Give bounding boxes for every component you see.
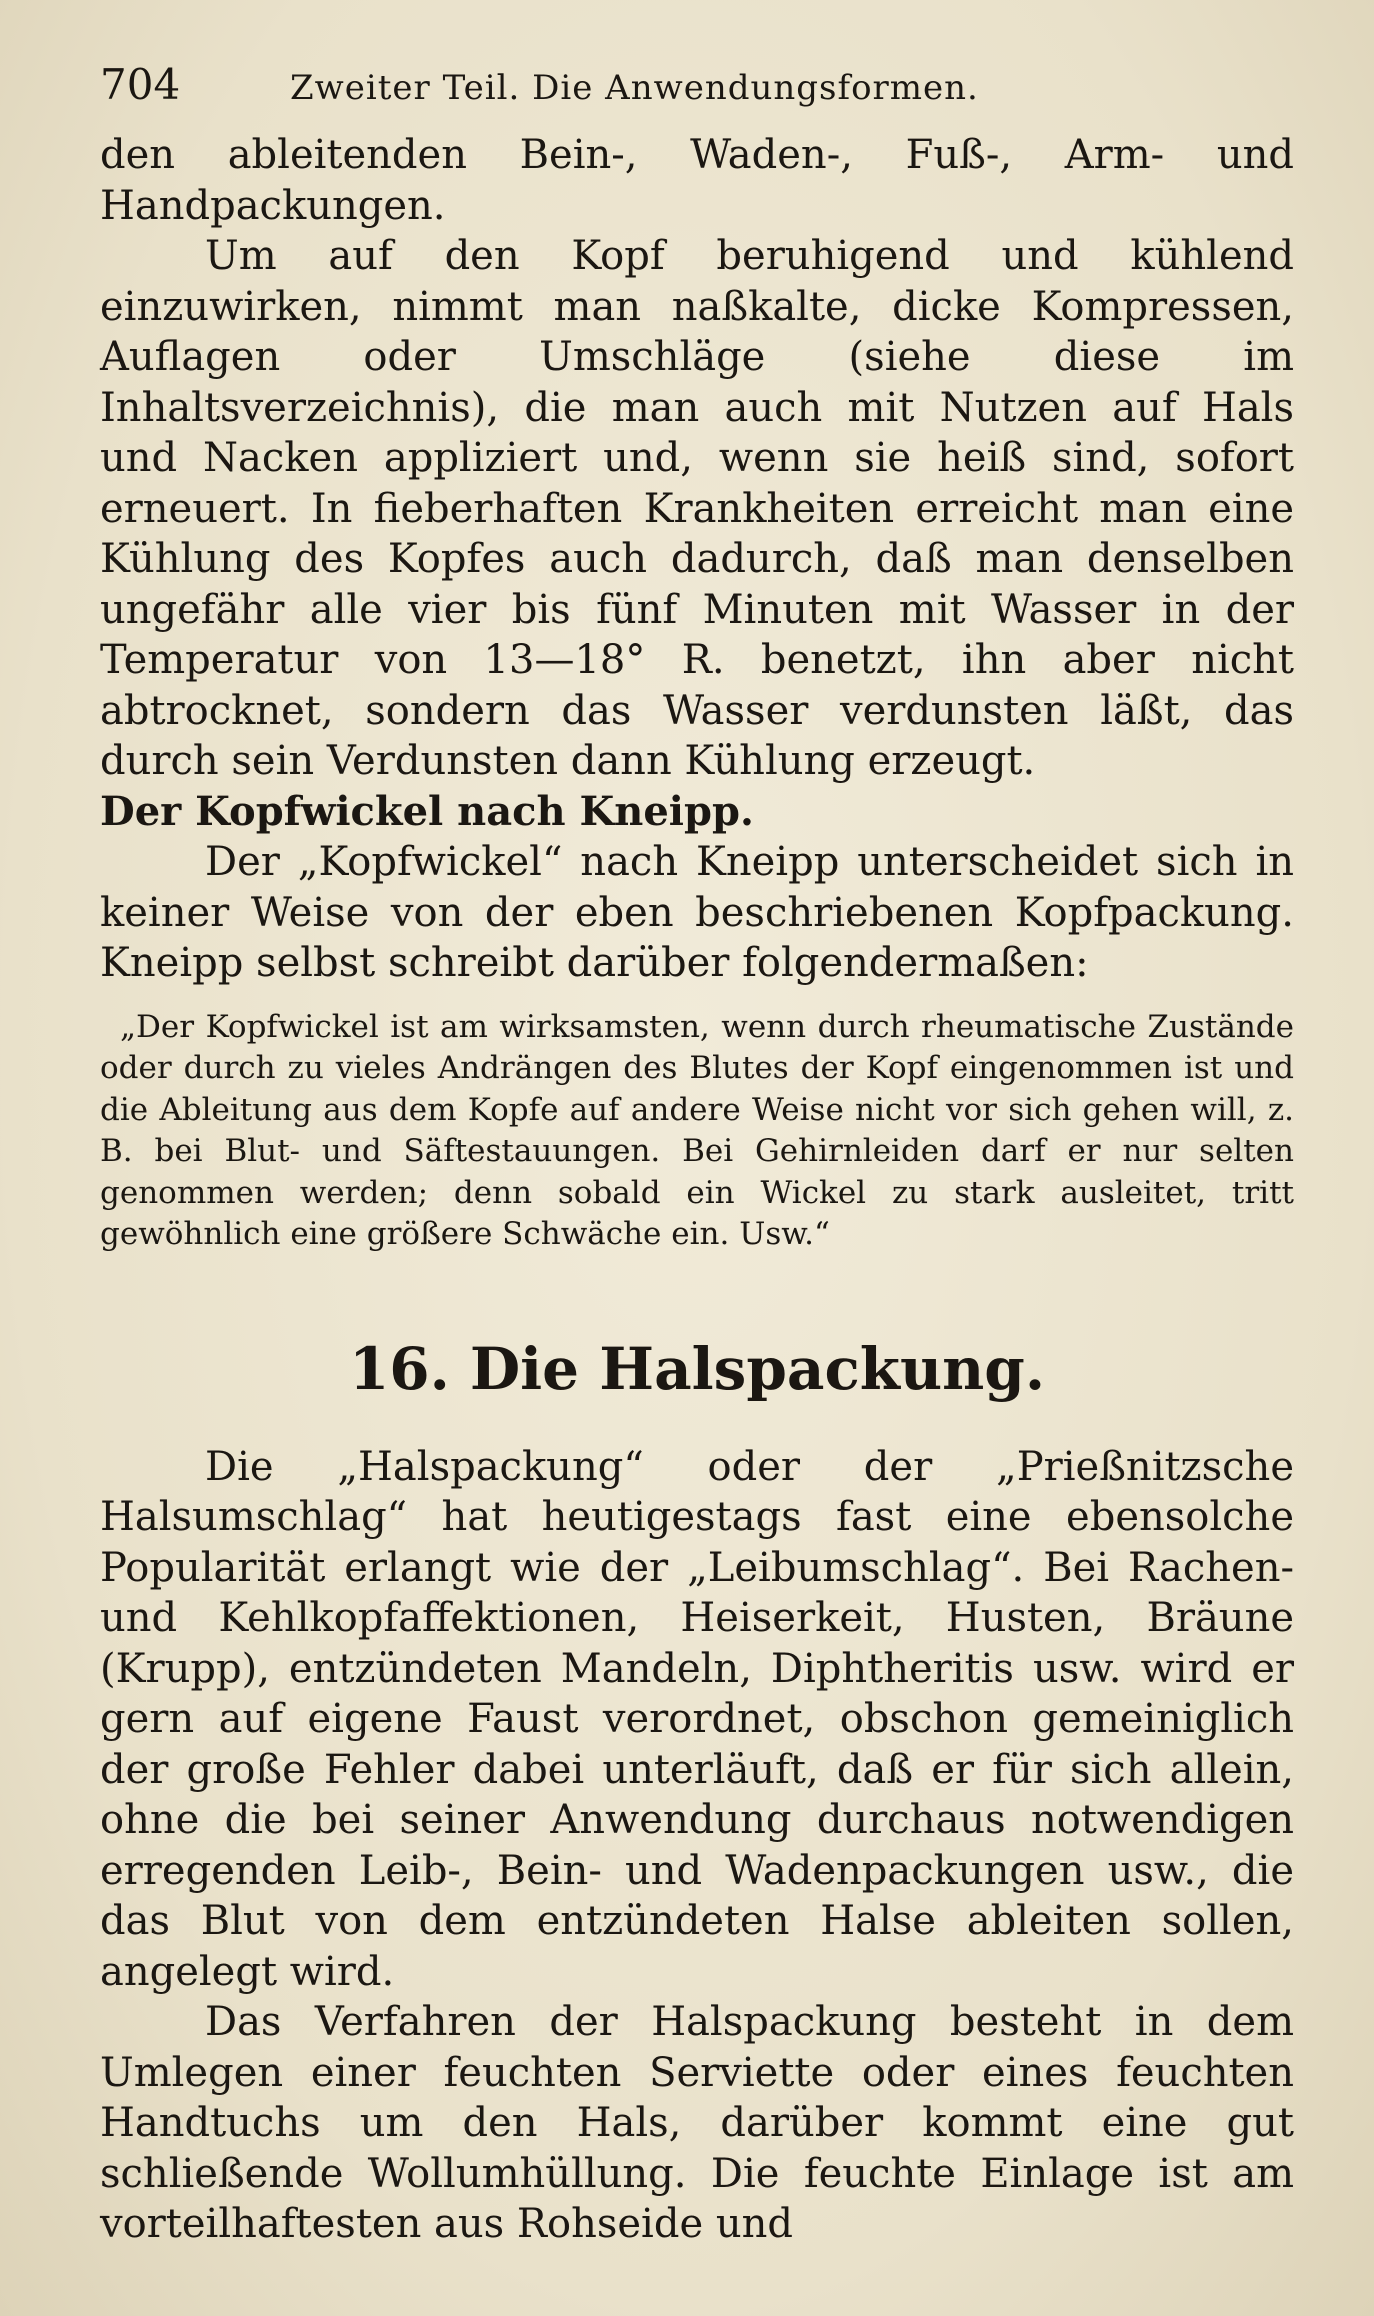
section-title-kopfwickel: Der Kopfwickel nach Kneipp. (100, 787, 754, 835)
chapter-heading (100, 1334, 1294, 1404)
page-header (100, 60, 1294, 130)
quote-text: „Der Kopfwickel ist am wirksamsten, wenn durch rheumatische Zustände oder durch zu vieles Andrängen des Blutes der Kopf eingenommen ist und die Ableitung aus dem Kopfe auf andere Weise nicht vor sich gehen will, z. B. bei Blut- und Säftestauungen. Bei Gehirnleiden darf er nur selten genommen werden; denn sobald ein Wickel zu stark ausleitet, tritt gewöhnlich eine größere Schwäche ein. Usw.“ (100, 1008, 1294, 1252)
paragraph-verfahren: Das Verfahren der Halspackung besteht in dem Umlegen einer feuchten Serviette oder eines feuchten Handtuchs um den Hals, darüber kommt eine gut schließende Wollumhüllung. Die feuchte Einlage ist am vorteilhaftesten aus Rohseide und (100, 1999, 1294, 2247)
page-number: 704 (100, 60, 181, 109)
running-head: Zweiter Teil. Die Anwendungsformen. (290, 68, 979, 108)
paragraph-kopf-kuehlung: Um auf den Kopf beruhigend und kühlend einzuwirken, nimmt man naßkalte, dicke Kompressen, Auflagen oder Umschläge (siehe diese im Inhaltsverzeichnis), die man auch mit Nutzen auf Hals und Nacken appliziert und, wenn sie heiß sind, sofort erneuert. In fieberhaften Krankheiten erreicht man eine Kühlung des Kopfes auch dadurch, daß man denselben ungefähr alle vier bis fünf Minuten mit Wasser in der Temperatur von 13—18° R. benetzt, ihn aber nicht abtrocknet, sondern das Wasser verdunsten läßt, das durch sein Verdunsten dann Kühlung erzeugt. (100, 233, 1294, 784)
chapter-number: 16. (348, 1334, 450, 1403)
paragraph-continuation: den ableitenden Bein-, Waden-, Fuß-, Arm- und Handpackungen. (100, 132, 1294, 229)
body-text (100, 130, 1294, 2250)
chapter-title: Die Halspackung. (469, 1334, 1046, 1403)
kneipp-quote (100, 1007, 1294, 1256)
paragraph-kopfwickel: Der „Kopfwickel“ nach Kneipp unterscheidet sich in keiner Weise von der eben beschriebenen Kopfpackung. Kneipp selbst schreibt darüber folgendermaßen: (100, 839, 1294, 986)
paragraph-halspackung: Die „Halspackung“ oder der „Prießnitzsche Halsumschlag“ hat heutigestags fast eine ebensolche Popularität erlangt wie der „Leibumschlag“. Bei Rachen- und Kehlkopfaffektionen, Heiserkeit, Husten, Bräune (Krupp), entzündeten Mandeln, Diphtheritis usw. wird er gern auf eigene Faust verordnet, obschon gemeiniglich der große Fehler dabei unterläuft, daß er für sich allein, ohne die bei seiner Anwendung durchaus notwendigen erregenden Leib-, Bein- und Wadenpackungen usw., die das Blut von dem entzündeten Halse ableiten sollen, angelegt wird. (100, 1443, 1294, 1995)
